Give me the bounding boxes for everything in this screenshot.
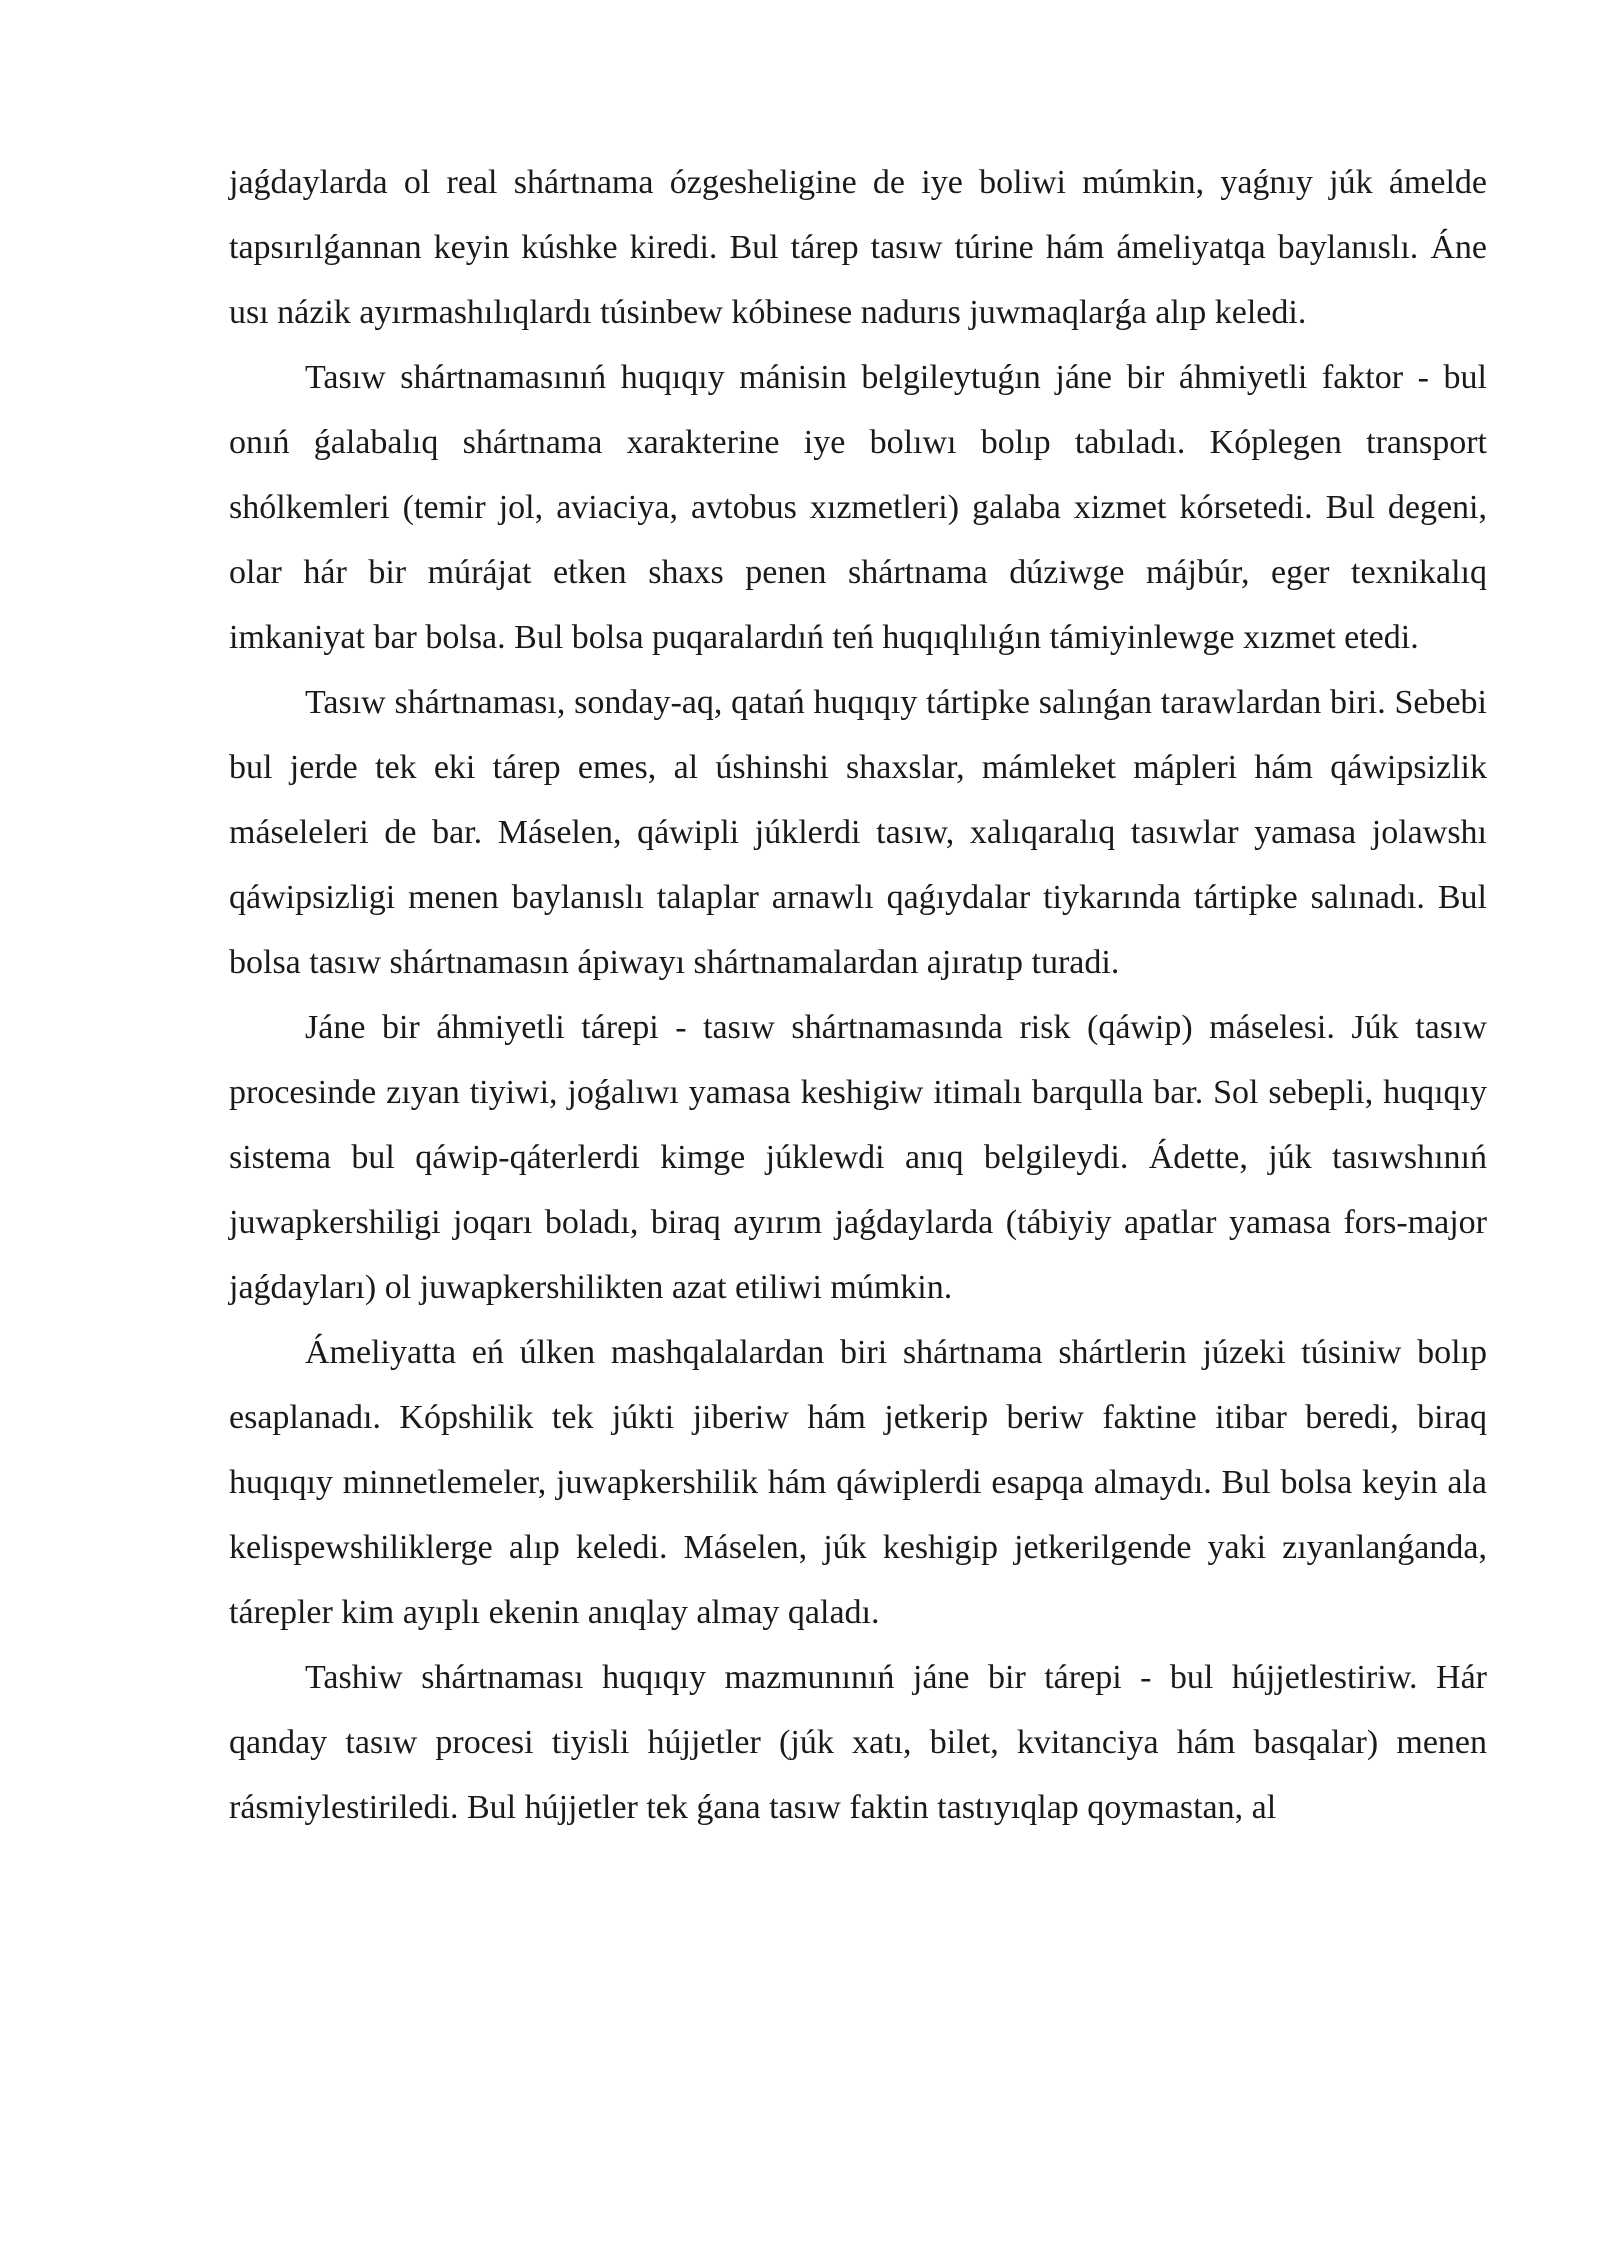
paragraph-continuation: jaǵdaylarda ol real shártnama ózgesheligine de iye boliwi múmkin, yaǵnıy júk ámelde tapsırılǵannan keyin kúshke kiredi. Bul tárep tasıw túrine hám ámeliyatqa baylanıslı. Áne usı názik ayırmashılıqlardı túsinbew kóbinese nadurıs juwmaqlarǵa alıp keledi. [229,164,1487,331]
paragraph-strict-regulation: Tasıw shártnaması, sonday-aq, qatań huqıqıy tártipke salınǵan tarawlardan biri. Sebebi bul jerde tek eki tárep emes, al úshinshi shaxslar, mámleket mápleri hám qáwipsizlik máseleleri de bar. Máselen, qáwipli júklerdi tasıw, xalıqaralıq tasıwlar yamasa jolawshı qáwipsizligi menen baylanıslı talaplar arnawlı qaǵıydalar tiykarında tártipke salınadı. Bul bolsa tasıw shártnamasın ápiwayı shártnamalardan ajıratıp turadi. [229,684,1487,981]
paragraph-risk: Jáne bir áhmiyetli tárepi - tasıw shártnamasında risk (qáwip) máselesi. Júk tasıw procesinde zıyan tiyiwi, joǵalıwı yamasa keshigiw itimalı barqulla bar. Sol sebepli, huqıqıy sistema bul qáwip-qáterlerdi kimge júklewdi anıq belgileydi. Ádette, júk tasıwshınıń juwapkershiligi joqarı boladı, biraq ayırım jaǵdaylarda (tábiyiy apatlar yamasa fors-major jaǵdayları) ol juwapkershilikten azat etiliwi múmkin. [229,1009,1487,1306]
document-page [229,150,1487,1840]
paragraph-documentation: Tashiw shártnaması huqıqıy mazmunınıń jáne bir tárepi - bul hújjetlestiriw. Hár qanday tasıw procesi tiyisli hújjetler (júk xatı, bilet, kvitanciya hám basqalar) menen rásmiylestiriledi. Bul hújjetler tek ǵana tasıw faktin tastıyıqlap qoymastan, al [229,1659,1487,1826]
paragraph-practice-problems: Ámeliyatta eń úlken mashqalalardan biri shártnama shártlerin júzeki túsiniw bolıp esaplanadı. Kópshilik tek júkti jiberiw hám jetkerip beriw faktine itibar beredi, biraq huqıqıy minnetlemeler, juwapkershilik hám qáwiplerdi esapqa almaydı. Bul bolsa keyin ala kelispewshiliklerge alıp keledi. Máselen, júk keshigip jetkerilgende yaki zıyanlanǵanda, tárepler kim ayıplı ekenin anıqlay almay qaladı. [229,1334,1487,1631]
paragraph-mass-contract: Tasıw shártnamasınıń huqıqıy mánisin belgileytuǵın jáne bir áhmiyetli faktor - bul onıń ǵalabalıq shártnama xarakterine iye bolıwı bolıp tabıladı. Kóplegen transport shólkemleri (temir jol, aviaciya, avtobus xızmetleri) galaba xizmet kórsetedi. Bul degeni, olar hár bir múrájat etken shaxs penen shártnama dúziwge májbúr, eger texnikalıq imkaniyat bar bolsa. Bul bolsa puqaralardıń teń huqıqlılıǵın támiyinlewge xızmet etedi. [229,359,1487,656]
